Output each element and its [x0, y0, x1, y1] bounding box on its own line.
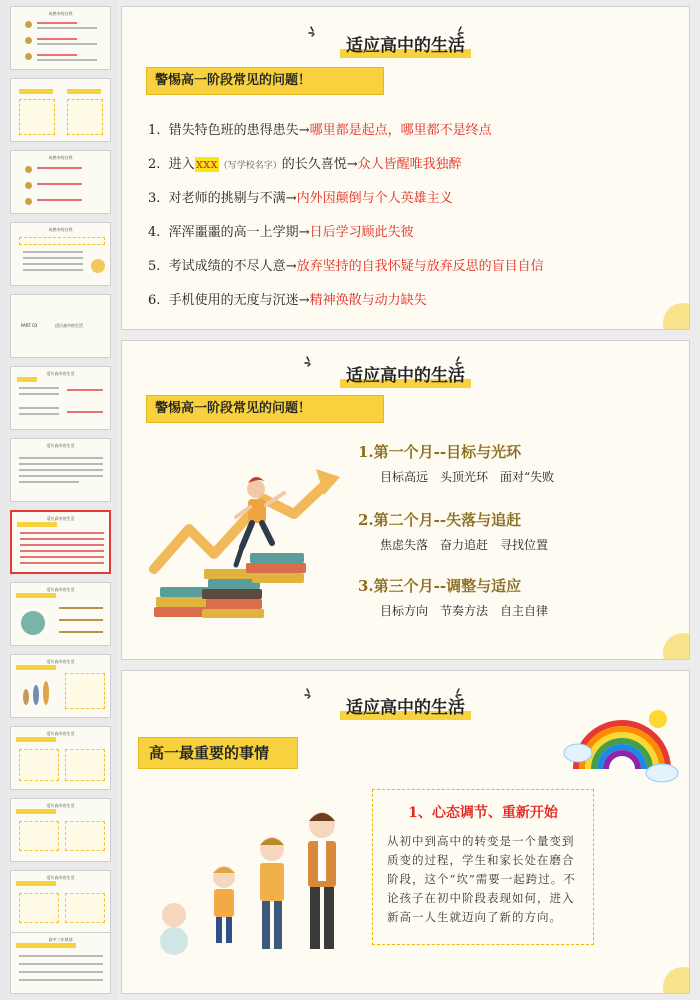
thumbnail-title: 适应高中的生活 — [46, 803, 75, 808]
slide-thumbnail-14[interactable] — [10, 932, 111, 994]
rainbow-icon — [562, 697, 680, 783]
info-box-title: 1、心态调节、重新开始 — [408, 805, 558, 821]
slide-thumbnail-10[interactable] — [10, 654, 111, 718]
thumbnail-title: 适应高中的生活 — [55, 323, 83, 328]
section-tag: 警惕高一阶段常见的问题！ — [146, 67, 384, 95]
list-item: 6. 手机使用的无度与沉迷→精神涣散与动力缺失 — [148, 293, 427, 308]
info-box-text: 从初中到高中的转变是一个量变到质变的过程，学生和家长处在磨合阶段，这个“坎”需要一起跨过。不论孩子在初中阶段表现如何，进入新高一人生就迈向了新的方向。 — [387, 834, 576, 924]
thumbnail-icon — [25, 166, 32, 173]
slide-thumbnail-1[interactable] — [10, 6, 111, 70]
slide-thumbnail-12[interactable] — [10, 798, 111, 862]
list-item: 5. 考试成绩的不尽人意→放弃坚持的自我怀疑与放弃反思的盲目自信 — [148, 259, 544, 274]
slide-title: 适应高中的生活 — [346, 31, 465, 56]
thumbnail-title: 适应高中的生活 — [46, 731, 75, 736]
month-subtitle: 目标高远 头顶光环 面对“失败 — [380, 470, 555, 484]
decorative-blob — [663, 633, 690, 660]
slide-thumbnail-4[interactable] — [10, 222, 111, 286]
growing-people-illustration — [152, 791, 352, 961]
climbing-books-illustration — [144, 459, 344, 619]
list-item: 4. 浑浑噩噩的高一上学期→日后学习顾此失彼 — [148, 225, 414, 240]
slide-thumbnail-6[interactable] — [10, 366, 111, 430]
sparkle-icon — [304, 687, 318, 701]
decorative-blob — [663, 967, 690, 994]
thumbnail-icon — [25, 198, 32, 205]
list-item: 1. 错失特色班的患得患失→哪里都是起点，哪里都不是终点 — [148, 123, 492, 138]
month-block — [358, 575, 548, 619]
thumbnail-title: 成熟中的自我 — [48, 155, 73, 160]
thumbnail-title: 适应高中的生活 — [46, 659, 75, 664]
placeholder-highlight: xxx — [195, 157, 218, 172]
slide-first-months[interactable] — [121, 340, 690, 660]
month-block — [358, 509, 548, 553]
thumbnail-part-label: PART 03 — [21, 323, 38, 328]
thumbnail-title: 适应高中的生活 — [46, 875, 75, 880]
month-subtitle: 焦虑失落 奋力追赶 寻找位置 — [380, 538, 549, 552]
thumbnail-title: 适应高中的生活 — [46, 443, 75, 448]
slide-problems-list[interactable] — [121, 6, 690, 330]
slide-title: 适应高中的生活 — [346, 361, 465, 386]
thumbnail-title: 成熟中的自我 — [48, 11, 73, 16]
slide-thumbnail-13[interactable] — [10, 870, 111, 934]
info-box — [372, 789, 594, 945]
sparkle-icon — [304, 355, 318, 369]
list-item: 2. 进入xxx（写学校名字）的长久喜悦→众人皆醒唯我独醉 — [148, 157, 462, 172]
month-title: 3.第三个月--调整与适应 — [358, 577, 522, 595]
slide-thumbnail-7[interactable] — [10, 438, 111, 502]
slide-thumbnail-2[interactable] — [10, 78, 111, 142]
thumbnail-icon — [25, 182, 32, 189]
month-title: 2.第二个月--失落与追赶 — [358, 511, 522, 529]
slide-thumbnail-3[interactable] — [10, 150, 111, 214]
slide-title: 适应高中的生活 — [346, 693, 465, 718]
slide-thumbnail-11[interactable] — [10, 726, 111, 790]
slide-thumbnail-9[interactable] — [10, 582, 111, 646]
sparkle-icon — [308, 25, 322, 39]
slide-thumbnail-8[interactable] — [10, 510, 111, 574]
thumbnail-title: 适应高中的生活 — [46, 371, 75, 376]
month-title: 1.第一个月--目标与光环 — [358, 443, 522, 461]
thumbnail-icon — [25, 37, 32, 44]
thumbnail-title: 高中三年规划 — [48, 937, 73, 942]
decorative-blob — [663, 303, 690, 330]
month-block — [358, 441, 554, 485]
month-subtitle: 目标方向 节奏方法 自主自律 — [380, 604, 549, 618]
slide-thumbnail-5[interactable] — [10, 294, 111, 358]
list-item: 3. 对老师的挑剔与不满→内外因颠倒与个人英雄主义 — [148, 191, 453, 206]
slide-most-important[interactable] — [121, 670, 690, 994]
thumbnail-title: 成熟中的自我 — [48, 227, 73, 232]
thumbnail-title: 适应高中的生活 — [46, 516, 75, 521]
section-tag: 高一最重要的事情 — [138, 737, 298, 769]
slide-thumbnail-sidebar — [0, 0, 118, 1000]
section-tag: 警惕高一阶段常见的问题！ — [146, 395, 384, 423]
thumbnail-icon — [25, 21, 32, 28]
thumbnail-title: 适应高中的生活 — [46, 587, 75, 592]
thumbnail-icon — [25, 53, 32, 60]
